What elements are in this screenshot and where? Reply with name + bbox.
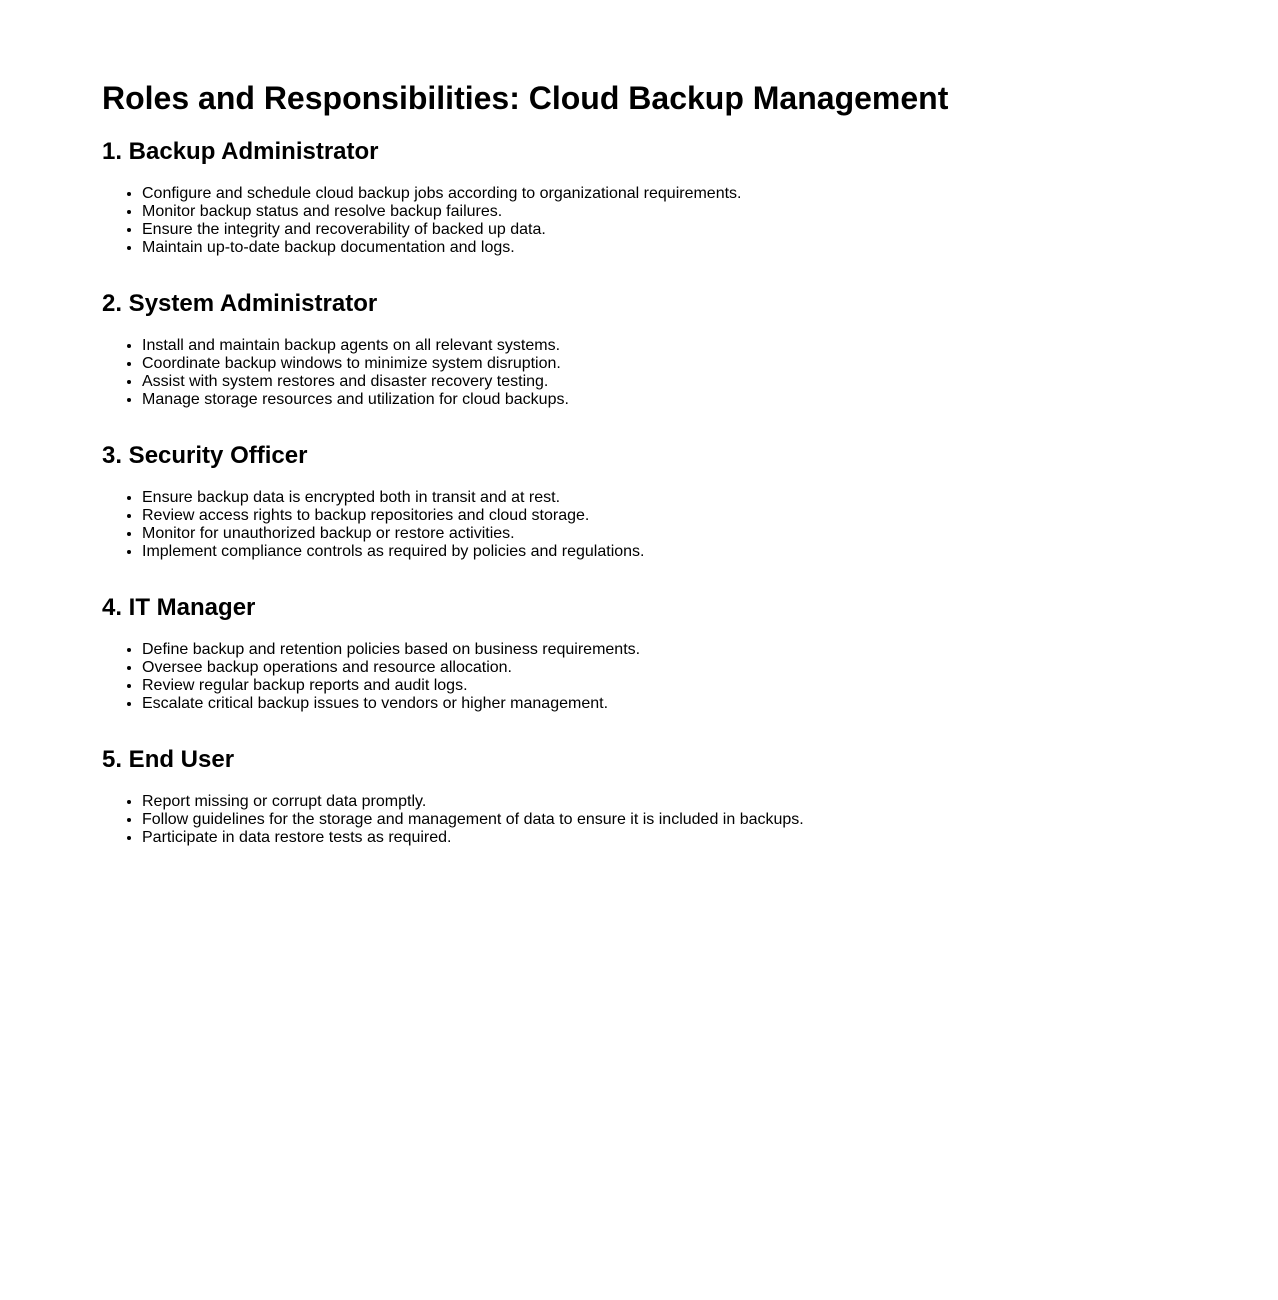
list-item: • Follow guidelines for the storage and management of data to ensure it is included in backups. (142, 811, 1202, 829)
list-item: • Configure and schedule cloud backup jobs according to organizational requirements. (142, 185, 1202, 203)
list-item: • Monitor backup status and resolve backup failures. (142, 203, 1202, 221)
list-item: • Manage storage resources and utilization for cloud backups. (142, 391, 1202, 409)
list-item: • Implement compliance controls as required by policies and regulations. (142, 543, 1202, 561)
section-heading: 5. End User (102, 746, 235, 773)
responsibility-list (102, 337, 1202, 409)
section-heading: 1. Backup Administrator (102, 138, 379, 165)
responsibility-list (102, 489, 1202, 561)
list-item: • Participate in data restore tests as required. (142, 829, 1202, 847)
responsibility-list (102, 185, 1202, 257)
list-item: • Review access rights to backup repositories and cloud storage. (142, 507, 1202, 525)
list-item: • Install and maintain backup agents on all relevant systems. (142, 337, 1202, 355)
list-item: • Oversee backup operations and resource allocation. (142, 659, 1202, 677)
list-item: • Assist with system restores and disaster recovery testing. (142, 373, 1202, 391)
responsibility-list (102, 641, 1202, 713)
page-title: Roles and Responsibilities: Cloud Backup Management (102, 80, 949, 116)
list-item: • Escalate critical backup issues to vendors or higher management. (142, 695, 1202, 713)
list-item: • Define backup and retention policies based on business requirements. (142, 641, 1202, 659)
list-item: • Report missing or corrupt data promptly. (142, 793, 1202, 811)
section-heading: 4. IT Manager (102, 594, 256, 621)
list-item: • Coordinate backup windows to minimize system disruption. (142, 355, 1202, 373)
list-item: • Review regular backup reports and audit logs. (142, 677, 1202, 695)
section-heading: 3. Security Officer (102, 442, 308, 469)
list-item: • Monitor for unauthorized backup or restore activities. (142, 525, 1202, 543)
list-item: • Ensure backup data is encrypted both in transit and at rest. (142, 489, 1202, 507)
document-page (102, 78, 1202, 846)
list-item: • Maintain up-to-date backup documentation and logs. (142, 239, 1202, 257)
list-item: • Ensure the integrity and recoverability of backed up data. (142, 221, 1202, 239)
responsibility-list (102, 793, 1202, 847)
section-heading: 2. System Administrator (102, 290, 378, 317)
